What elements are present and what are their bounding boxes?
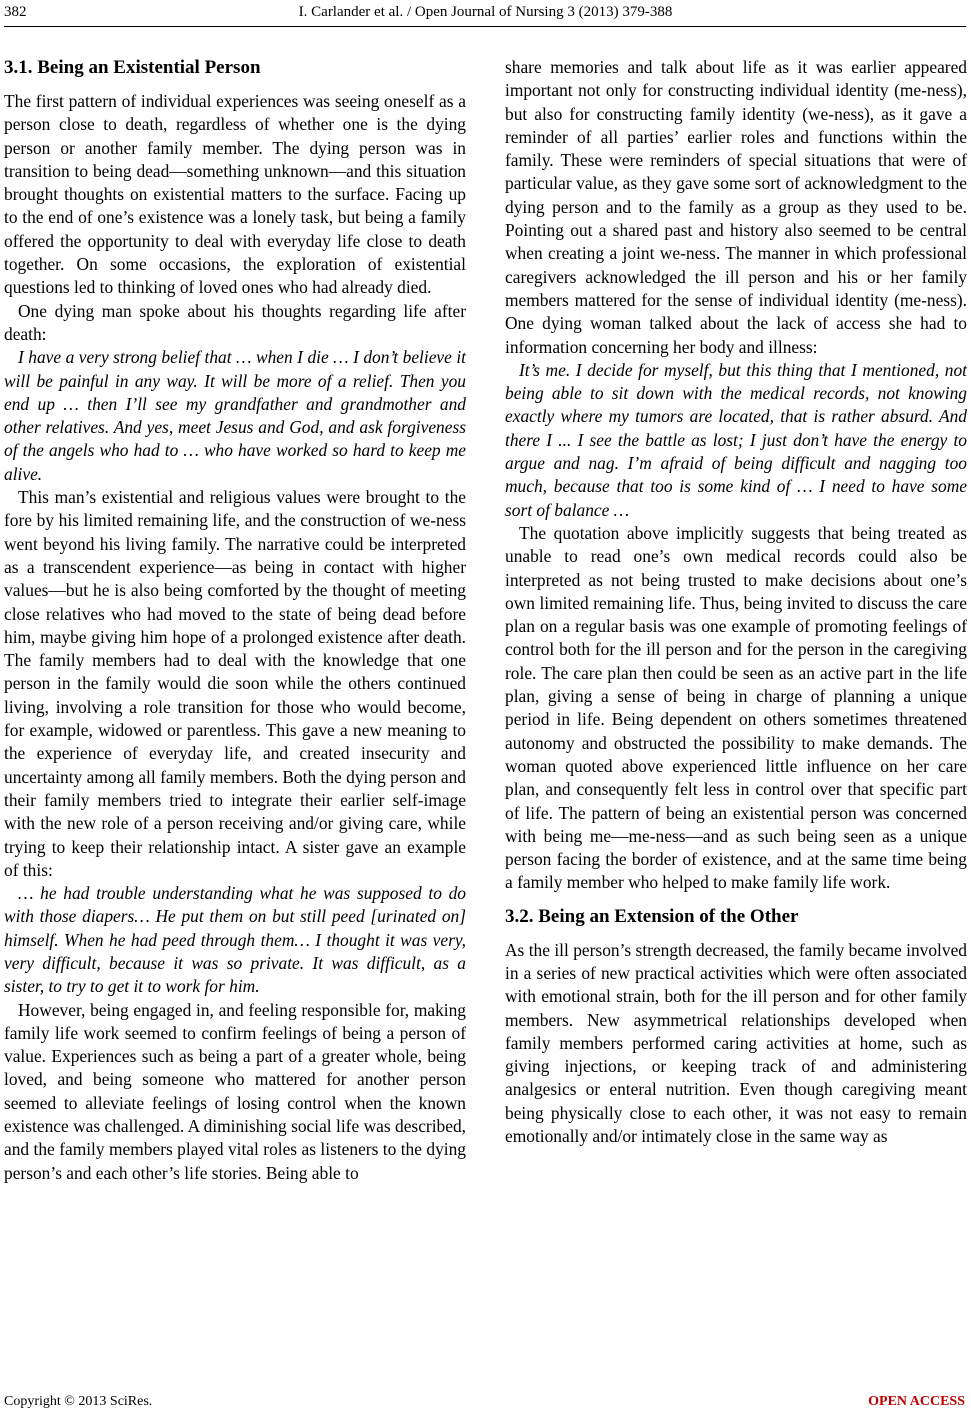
- paragraph: One dying man spoke about his thoughts regarding life after death:: [4, 300, 466, 344]
- paragraph: However, being engaged in, and feeling responsible for, making family life work seemed to confirm feelings of being a person of value. Experiences such as being a part of a greater whole, being loved, and being someone who mattered for another person seemed to alleviate feelings of losing control when the known existence was challenged. A diminishing social life was described, and the family members played vital roles as listeners to the dying person’s and each other’s life stories. Being able to: [4, 999, 466, 1183]
- paragraph: As the ill person’s strength decreased, the family became involved in a series of new practical activities which were often associated with emotional strain, both for the ill person and for other family members. New asymmetrical relationships developed when family members performed caring activities at home, such as giving injections, or keeping track of and administering analgesics or enteral nutrition. Even though caregiving meant being physically close to each other, it was not easy to remain emotionally and/or intimately close in the same way as: [505, 939, 967, 1147]
- section-heading-3-1: 3.1. Being an Existential Person: [4, 57, 261, 78]
- quotation: It’s me. I decide for myself, but this thing that I mentioned, not being able to sit down with the medical records, not knowing exactly where my tumors are located, that is rather absurd. And there I ... I see the battle as lost; I just don’t have the energy to argue and nag. I’m afraid of being difficult and nagging too much, because that too is some kind of … I need to have some sort of balance …: [505, 359, 967, 520]
- left-column: [4, 56, 466, 1185]
- quotation: … he had trouble understanding what he was supposed to do with those diapers… He put them on but still peed [urinated on] himself. When he had peed through them… I thought it was very, very difficult, because it was so private. It was difficult, as a sister, to try to get it to work for him.: [4, 883, 466, 997]
- open-access-label: OPEN ACCESS: [868, 1394, 965, 1409]
- right-column: [505, 56, 967, 1148]
- running-title: I. Carlander et al. / Open Journal of Nursing 3 (2013) 379-388: [298, 4, 673, 20]
- page-header: [0, 0, 971, 34]
- paragraph: The first pattern of individual experiences was seeing oneself as a person close to death, regardless of whether one is the dying person or another family member. The dying person was in transition to being dead—something unknown—and this situation brought thoughts on existential matters to the surface. Facing up to the end of one’s existence was a lonely task, but being a family offered the opportunity to deal with everyday life close to death together. On some occasions, the exploration of existential questions led to thinking of loved ones who had already died.: [4, 91, 466, 298]
- page-footer: [0, 1394, 971, 1414]
- quotation: I have a very strong belief that … when I die … I don’t believe it will be painful in any way. It will be more of a relief. Then you end up … then I’ll see my grandfather and grandmother and other relatives. And yes, meet Jesus and God, and ask forgiveness of the angels who had to … who have worked so hard to keep me alive.: [4, 347, 466, 484]
- paragraph: The quotation above implicitly suggests that being treated as unable to read one’s own medical records could also be interpreted as not being trusted to make decisions about one’s own limited remaining life. Thus, being invited to discuss the care plan on a regular basis was one example of promoting feelings of control both for the ill person and for the person in the caregiving role. The care plan then could be seen as an active part in the life plan, giving a sense of being in charge of planning a unique period in life. Being dependent on others sometimes threatened autonomy and obstructed the possibility to make demands. The woman quoted above experienced little influence on her care plan, and consequently felt less in control over that specific part of life. The pattern of being an existential person was concerned with being me—me-ness—and as such being seen as a unique person facing the border of existence, and at the same time being a family member who helped to make family life work.: [505, 522, 967, 893]
- section-heading-3-2: 3.2. Being an Extension of the Other: [505, 905, 799, 927]
- paragraph: share memories and talk about life as it was earlier appeared important not only for constructing individual identity (me-ness), but also for constructing family identity (we-ness), as it gave a reminder of all parties’ earlier roles and functions within the family. These were reminders of special situations that were of particular value, as they gave some sort of acknowledgment to the dying person and to the family as a group as they used to be. Pointing out a shared past and history also seemed to be central when creating a joint we-ness. The manner in which professional caregivers acknowledged the ill person and his or her family members mattered for the sense of individual identity (me-ness). One dying woman talked about the lack of access she had to information concerning her body and illness:: [505, 57, 967, 357]
- page-number: 382: [4, 4, 27, 20]
- header-rule: [4, 26, 966, 27]
- paragraph: This man’s existential and religious values were brought to the fore by his limited remaining life, and the construction of we-ness went beyond his living family. The narrative could be interpreted as a transcendent experience—as being in contact with higher values—but he is also being comforted by the thought of meeting close relatives who had moved to the state of being dead before him, maybe giving him hope of a prolonged existence after death. The family members had to deal with the knowledge that one person in the family would die soon while the others continued living, involving a role transition for those who would become, for example, widowed or parentless. This gave a new meaning to the experience of everyday life, and created insecurity and uncertainty among all family members. Both the dying person and their family members tried to integrate their earlier self-image with the new role of a person receiving and/or giving care, while trying to keep their relationship intact. A sister gave an example of this:: [4, 487, 466, 880]
- copyright-notice: Copyright © 2013 SciRes.: [4, 1394, 153, 1409]
